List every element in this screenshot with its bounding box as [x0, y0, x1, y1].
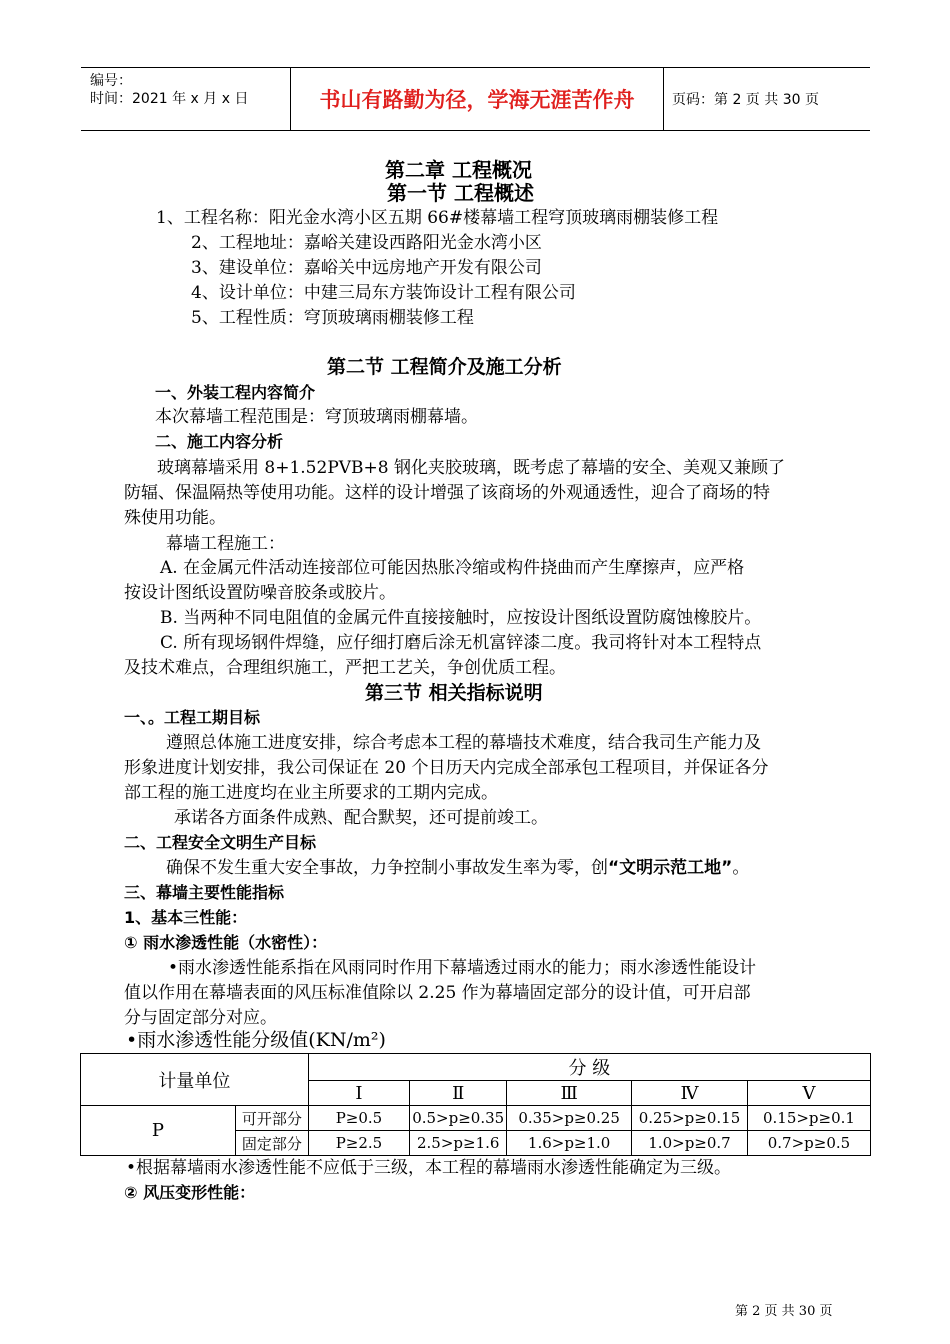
section2-para-e: B. 当两种不同电阻值的金属元件直接接触时，应按设计图纸设置防腐蚀橡胶片。	[160, 608, 762, 628]
section3-para-4-line3: 分与固定部分对应。	[124, 1008, 277, 1028]
section1-title: 第一节 工程概述	[387, 181, 534, 205]
section3-heading-2: 二、工程安全文明生产目标	[124, 833, 317, 852]
section2-para-a: 本次幕墙工程范围是：穹顶玻璃雨棚幕墙。	[155, 407, 478, 427]
section3-heading-3: 三、幕墙主要性能指标	[124, 883, 285, 902]
grade-col-3: Ⅲ	[507, 1081, 632, 1106]
after-table-note: •根据幕墙雨水渗透性能不应低于三级，本工程的幕墙雨水渗透性能确定为三级。	[126, 1158, 732, 1178]
section3-para-4-line1: •雨水渗透性能系指在风雨同时作用下幕墙透过雨水的能力；雨水渗透性能设计	[168, 958, 757, 978]
rain-permeability-table	[80, 1053, 871, 1156]
page-footer: 第 2 页 共 30 页	[735, 1304, 833, 1319]
table-cell: 0.7>p≥0.5	[747, 1131, 870, 1156]
table-cell: P≥0.5	[308, 1106, 409, 1131]
grade-col-5: Ⅴ	[747, 1081, 870, 1106]
section2-para-d-line2: 按设计图纸设置防噪音胶条或胶片。	[124, 583, 396, 603]
grade-header: 分 级	[308, 1054, 870, 1081]
section3-heading-4: 1、基本三性能：	[124, 908, 248, 927]
section2-heading-b: 二、施工内容分析	[155, 432, 284, 451]
unit-header: 计量单位	[81, 1054, 309, 1106]
section2-para-f-line1: C. 所有现场钢件焊缝，应仔细打磨后涂无机富锌漆二度。我司将针对本工程特点	[160, 633, 762, 653]
grade-col-2: Ⅱ	[410, 1081, 507, 1106]
table-cell: 0.35>p≥0.25	[507, 1106, 632, 1131]
project-item-3: 3、建设单位：嘉峪关中远房地产开发有限公司	[191, 258, 542, 278]
table-title: •雨水渗透性能分级值(KN/m²)	[126, 1029, 386, 1051]
header-page-label: 页码：第 2 页 共 30 页	[672, 92, 819, 108]
section2-para-f-line2: 及技术难点，合理组织施工，严把工艺关，争创优质工程。	[124, 658, 566, 678]
table-cell: 0.25>p≥0.15	[632, 1106, 748, 1131]
section3-para-2: 承诺各方面条件成熟、配合默契，还可提前竣工。	[174, 808, 548, 828]
table-row	[81, 1106, 871, 1131]
section3-heading-1: 一、。工程工期目标	[124, 708, 261, 727]
section2-heading-a: 一、外装工程内容简介	[155, 383, 316, 402]
section3-para-3-post: 。	[732, 858, 750, 878]
section3-para-3-emphasis: “文明示范工地”	[608, 858, 733, 878]
table-cell: P≥2.5	[308, 1131, 409, 1156]
table-cell: 1.6>p≥1.0	[507, 1131, 632, 1156]
grade-col-4: Ⅳ	[632, 1081, 748, 1106]
page-header	[81, 67, 870, 131]
project-item-2: 2、工程地址：嘉峪关建设西路阳光金水湾小区	[191, 233, 542, 253]
chapter-title: 第二章 工程概况	[385, 158, 532, 182]
section2-title: 第二节 工程简介及施工分析	[327, 356, 562, 378]
project-item-5: 5、工程性质：穹顶玻璃雨棚装修工程	[191, 308, 474, 328]
section2-para-b-line3: 殊使用功能。	[124, 508, 226, 528]
header-meta	[81, 68, 291, 130]
section3-para-4-line2: 值以作用在幕墙表面的风压标准值除以 2.25 作为幕墙固定部分的设计值，可开启部	[124, 983, 751, 1003]
section3-para-3-pre: 确保不发生重大安全事故，力争控制小事故发生率为零，创	[166, 858, 608, 878]
table-cell: 1.0>p≥0.7	[632, 1131, 748, 1156]
table-cell: 0.5>p≥0.35	[410, 1106, 507, 1131]
section2-para-c: 幕墙工程施工：	[166, 534, 285, 554]
time-label: 时间：2021 年 x 月 x 日	[90, 91, 249, 107]
section3-para-1-line2: 形象进度计划安排，我公司保证在 20 个日历天内完成全部承包工程项目，并保证各分	[124, 758, 769, 778]
section3-title: 第三节 相关指标说明	[365, 682, 543, 704]
section2-para-b-line1: 玻璃幕墙采用 8+1.52PVB+8 钢化夹胶玻璃，既考虑了幕墙的安全、美观又兼顾了	[157, 458, 785, 478]
header-motto: 书山有路勤为径，学海无涯苦作舟	[291, 68, 664, 130]
table-cell: 0.15>p≥0.1	[747, 1106, 870, 1131]
section2-para-b-line2: 防辐、保温隔热等使用功能。这样的设计增强了该商场的外观通透性，迎合了商场的特	[124, 483, 770, 503]
row-symbol: P	[81, 1106, 236, 1156]
section3-heading-6: ② 风压变形性能：	[124, 1183, 256, 1202]
section3-para-1-line3: 部工程的施工进度均在业主所要求的工期内完成。	[124, 783, 498, 803]
project-item-4: 4、设计单位：中建三局东方装饰设计工程有限公司	[191, 283, 576, 303]
project-item-1: 1、工程名称：阳光金水湾小区五期 66#楼幕墙工程穹顶玻璃雨棚装修工程	[156, 208, 719, 228]
row-label: 可开部分	[235, 1106, 308, 1131]
table-cell: 2.5>p≥1.6	[410, 1131, 507, 1156]
grade-col-1: Ⅰ	[308, 1081, 409, 1106]
row-label: 固定部分	[235, 1131, 308, 1156]
section3-heading-5: ① 雨水渗透性能（水密性）：	[124, 933, 328, 952]
section3-para-3	[166, 856, 749, 880]
number-label: 编号：	[90, 73, 132, 89]
section3-para-1-line1: 遵照总体施工进度安排，综合考虑本工程的幕墙技术难度，结合我司生产能力及	[166, 733, 761, 753]
section2-para-d-line1: A. 在金属元件活动连接部位可能因热胀冷缩或构件挠曲而产生摩擦声，应严格	[160, 558, 745, 578]
